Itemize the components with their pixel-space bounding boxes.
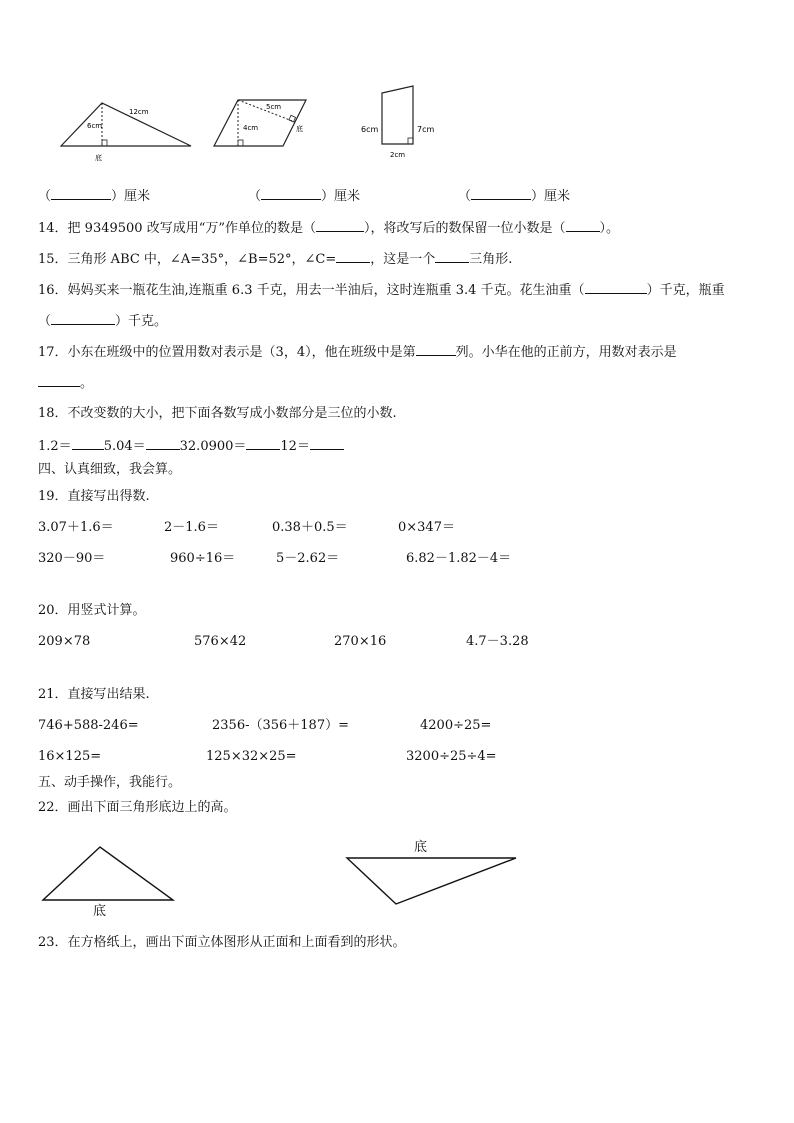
q16-blank-2[interactable] bbox=[51, 312, 115, 325]
q22-triangle-2 bbox=[342, 854, 522, 909]
triangle-shape bbox=[43, 847, 173, 900]
question-17-line-2: 。 bbox=[38, 374, 93, 392]
triangle-hyp-label: 12cm bbox=[129, 108, 149, 116]
q13-blank-1[interactable] bbox=[51, 187, 111, 200]
q20-item: 4.7－3.28 bbox=[466, 634, 529, 649]
q13-blank-2[interactable] bbox=[261, 187, 321, 200]
right-angle-mark bbox=[238, 140, 243, 146]
q20-item: 270×16 bbox=[334, 634, 387, 649]
q19-item: 5－2.62＝ bbox=[276, 551, 340, 566]
q19-item: 6.82－1.82－4＝ bbox=[406, 551, 512, 566]
question-15: 15．三角形 ABC 中，∠A=35°，∠B=52°，∠C= ，这是一个 三角形. bbox=[38, 252, 513, 267]
trapezoid-shape bbox=[382, 86, 413, 144]
q19-item: 3.07＋1.6＝ bbox=[38, 520, 114, 535]
q19-item: 0.38＋0.5＝ bbox=[272, 520, 348, 535]
trapezoid-right-label: 7cm bbox=[417, 125, 435, 134]
q20-item: 576×42 bbox=[194, 634, 247, 649]
question-20-title: 20．用竖式计算。 bbox=[38, 603, 146, 618]
trapezoid-bottom-label: 2cm bbox=[390, 151, 406, 159]
section-5-heading: 五、动手操作，我能行。 bbox=[38, 775, 182, 790]
section-4-heading: 四、认真细致，我会算。 bbox=[38, 462, 182, 477]
triangle-height-label: 6cm bbox=[87, 122, 103, 130]
q16-blank-1[interactable] bbox=[585, 281, 647, 294]
trapezoid-left-label: 6cm bbox=[361, 125, 379, 134]
q21-item: 125×32×25= bbox=[206, 749, 297, 764]
q21-item: 2356-（356＋187）= bbox=[212, 718, 349, 733]
q14-blank-1[interactable] bbox=[316, 219, 364, 232]
q18-blank-3[interactable] bbox=[246, 437, 280, 450]
parallelogram-height-label: 4cm bbox=[243, 124, 259, 132]
q22-triangle-1 bbox=[40, 844, 180, 920]
q15-blank-2[interactable] bbox=[435, 250, 469, 263]
right-angle-mark bbox=[408, 138, 413, 144]
question-16-line-2: （ ）千克。 bbox=[38, 314, 168, 329]
question-16-line-1: 16．妈妈买来一瓶花生油,连瓶重 6.3 千克，用去一半油后，这时连瓶重 3.4 千克。花生油重（ ）千克，瓶重 bbox=[38, 283, 725, 298]
triangle-base-label: 底 bbox=[95, 154, 102, 162]
question-19-title: 19．直接写出得数. bbox=[38, 489, 150, 504]
q13-blank-3[interactable] bbox=[471, 187, 531, 200]
q18-blank-1[interactable] bbox=[72, 437, 104, 450]
question-17-line-1: 17．小东在班级中的位置用数对表示是（3，4），他在班级中是第 列。小华在他的正前方，用数对表示是 bbox=[38, 345, 677, 360]
q17-blank-2[interactable] bbox=[38, 374, 80, 387]
q20-item: 209×78 bbox=[38, 634, 91, 649]
question-18-items: 1.2＝ 5.04＝ 32.0900＝ 12＝ bbox=[38, 437, 344, 455]
parallelogram-shape bbox=[214, 100, 306, 146]
question-22-title: 22．画出下面三角形底边上的高。 bbox=[38, 800, 237, 815]
q21-item: 4200÷25= bbox=[420, 718, 492, 733]
q15-blank-1[interactable] bbox=[336, 250, 370, 263]
parallelogram-figure bbox=[210, 97, 320, 152]
q19-item: 320－90＝ bbox=[38, 551, 106, 566]
right-angle-mark bbox=[102, 140, 107, 146]
q17-blank-1[interactable] bbox=[416, 343, 456, 356]
q19-item: 0×347＝ bbox=[398, 520, 455, 535]
q13-answer-1: （ ）厘米 bbox=[38, 189, 151, 204]
triangle-figure bbox=[55, 98, 200, 168]
q22-base-label-2: 底 bbox=[414, 840, 428, 855]
parallelogram-base-label: 底 bbox=[296, 125, 303, 133]
triangle-shape bbox=[61, 103, 191, 146]
question-18-title: 18．不改变数的大小，把下面各数写成小数部分是三位的小数. bbox=[38, 406, 397, 421]
trapezoid-figure bbox=[360, 84, 440, 162]
q19-item: 2－1.6＝ bbox=[164, 520, 219, 535]
q21-item: 3200÷25÷4= bbox=[406, 749, 497, 764]
q18-blank-2[interactable] bbox=[146, 437, 180, 450]
q13-answer-3: （ ）厘米 bbox=[458, 189, 571, 204]
q14-blank-2[interactable] bbox=[566, 219, 600, 232]
question-14: 14．把 9349500 改写成用“万”作单位的数是（ ），将改写后的数保留一位小数是（ ）。 bbox=[38, 221, 620, 236]
q22-base-label-1: 底 bbox=[93, 904, 107, 919]
parallelogram-side-label: 5cm bbox=[266, 103, 282, 111]
q19-item: 960÷16＝ bbox=[170, 551, 236, 566]
q21-item: 16×125= bbox=[38, 749, 102, 764]
question-21-title: 21．直接写出结果. bbox=[38, 687, 150, 702]
triangle-shape bbox=[347, 858, 516, 904]
right-angle-mark-side bbox=[289, 115, 296, 122]
q21-item: 746+588-246= bbox=[38, 718, 139, 733]
q18-blank-4[interactable] bbox=[310, 437, 344, 450]
question-23-title: 23．在方格纸上，画出下面立体图形从正面和上面看到的形状。 bbox=[38, 935, 406, 950]
q13-answer-2: （ ）厘米 bbox=[248, 189, 361, 204]
